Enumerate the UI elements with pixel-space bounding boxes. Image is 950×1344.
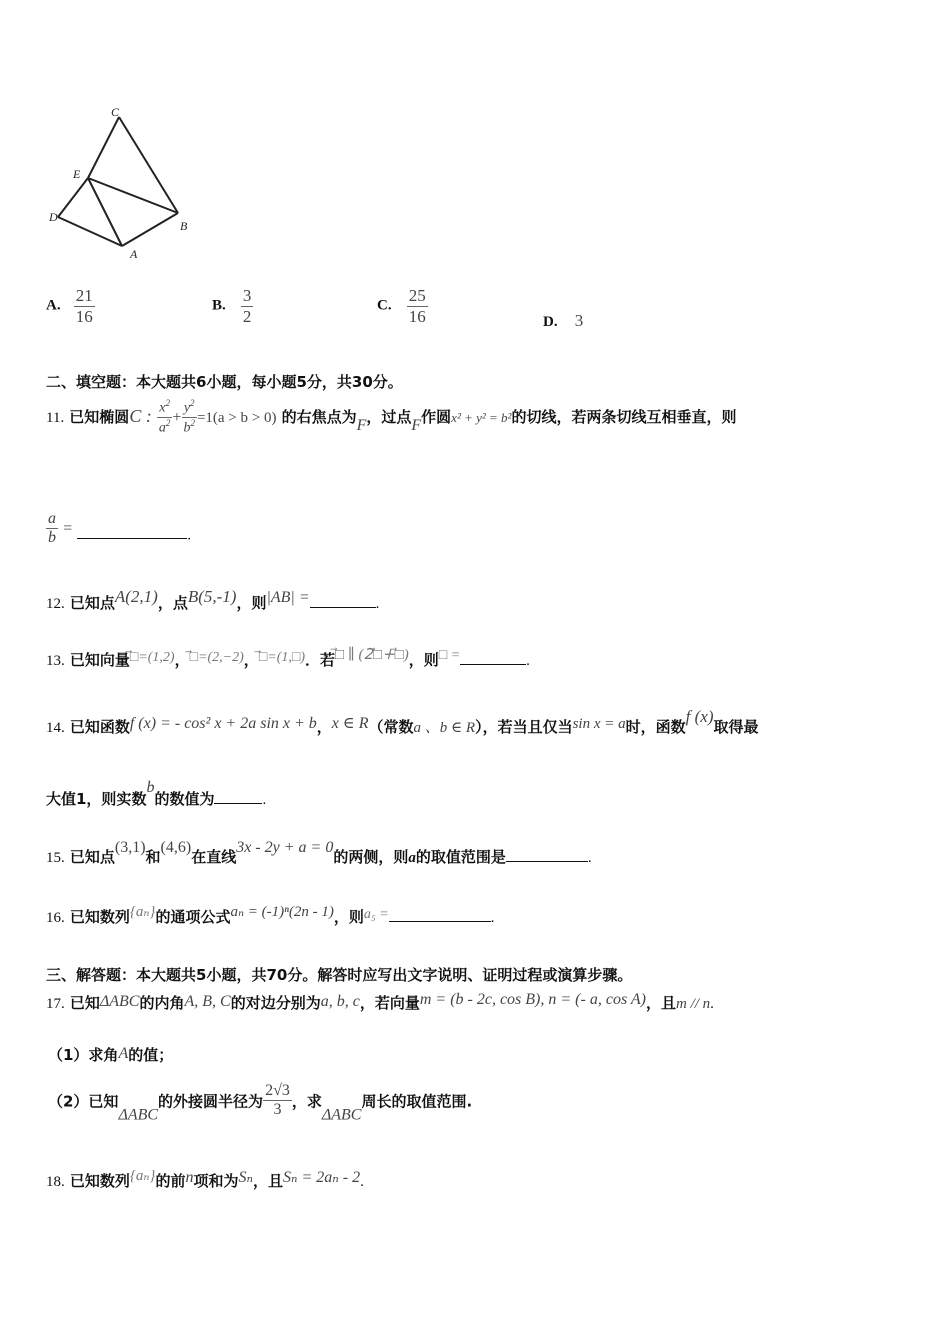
option-c-denominator: 16 <box>408 306 426 326</box>
question-13: 13. 已知向量⃗□=(1,2)，⃗□=(2,−2)，⃗□=(1,□)．若⃗□ ∥ (2⃗□+⃗□)，则□ = . <box>46 647 530 669</box>
question-17-part-1: （1）求角A的值； <box>48 1045 174 1064</box>
question-17: 17. 已知ΔABC的内角A, B, C的对边分别为a, b, c，若向量m = (b - 2c, cos B), n = (- a, cos A)，且m // n. <box>46 991 714 1012</box>
point-label-a: A <box>130 247 138 261</box>
point-label-d: D <box>49 210 58 224</box>
option-b-denominator: 2 <box>242 306 252 326</box>
option-b-numerator: 3 <box>242 286 252 305</box>
option-d-value: 3 <box>574 311 584 330</box>
answer-blank-11[interactable] <box>77 524 187 539</box>
option-c[interactable]: C. $\frac{25}{16}$ <box>377 286 426 326</box>
question-17-part-2: （2）已知ΔABC的外接圆半径为 $\frac{2√3}{3}$ ，求ΔABC周长的取值范围. <box>48 1082 473 1124</box>
answer-blank-14[interactable] <box>214 789 262 804</box>
section-heading-solutions: 三、解答题：本大题共5小题，共70分。解答时应写出文字说明、证明过程或演算步骤。 <box>46 966 633 984</box>
question-12: 12. 已知点A(2,1)，点B(5,-1)，则|AB| = . <box>46 587 380 612</box>
question-16: 16. 已知数列{aₙ}的通项公式aₙ = (-1)ⁿ(2n - 1)，则a₅ = . <box>46 904 495 926</box>
answer-blank-15[interactable] <box>506 847 588 862</box>
question-18: 18. 已知数列{aₙ}的前n项和为Sₙ，且Sₙ = 2aₙ - 2. <box>46 1168 364 1190</box>
answer-blank-13[interactable] <box>460 650 526 665</box>
option-d[interactable]: D. 3 <box>543 311 584 330</box>
point-label-b: B <box>180 219 188 233</box>
point-label-e: E <box>73 167 81 181</box>
question-11: 11. 已知椭圆C : $\frac{x^2}{a^2}$ + $\frac{y^2}{b^2}$ =1(a > b > 0) 的右焦点为F，过点F作圆x² + y² = b²的切线，若两条切线互相垂直，则 <box>46 398 737 436</box>
option-b[interactable]: B. $\frac{3}{2}$ <box>212 286 252 326</box>
answer-blank-16[interactable] <box>389 907 491 922</box>
option-a-numerator: 21 <box>75 286 93 305</box>
option-a-denominator: 16 <box>75 306 93 326</box>
section-heading-fill-in: 二、填空题：本大题共6小题，每小题5分，共30分。 <box>46 373 403 391</box>
point-label-c: C <box>111 105 120 119</box>
triangle-figure <box>40 100 210 270</box>
answer-blank-12[interactable] <box>310 593 376 608</box>
question-14: 14. 已知函数f (x) = - cos² x + 2a sin x + b，x ∈ R（常数a 、b ∈ R），若当且仅当sin x = a时，函数f (x)取得最 <box>46 707 759 736</box>
question-15: 15. 已知点(3,1)和(4,6)在直线3x - 2y + a = 0的两侧，则a的取值范围是 . <box>46 839 592 866</box>
option-c-numerator: 25 <box>408 286 426 305</box>
question-14-cont: 大值1，则实数b的数值为 . <box>46 779 267 808</box>
option-a[interactable]: A. $\frac{21}{16}$ <box>46 286 93 326</box>
question-11-answer: $\frac{a}{b}$ = . <box>48 510 191 547</box>
